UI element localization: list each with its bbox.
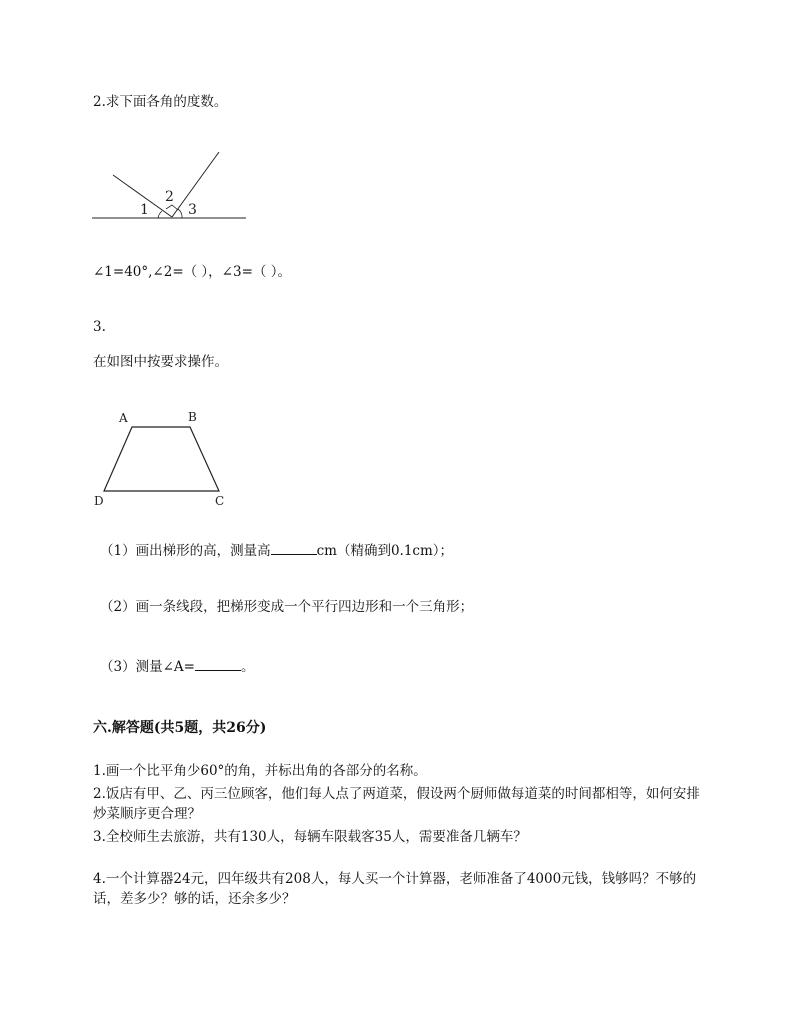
section6-item-4: 4.一个计算器24元，四年级共有208人，每人买一个计算器，老师准备了4000元钱，钱够吗？不够的话，差多少？够的话，还余多少？: [93, 871, 697, 907]
q3-part1-prefix: （1）画出梯形的高，测量高: [100, 543, 271, 559]
angle-label-3: 3: [188, 202, 197, 218]
q3-part1: [100, 540, 453, 561]
trapezoid-shape: [104, 427, 219, 491]
angle-a-answer-blank[interactable]: [195, 656, 241, 671]
vertex-label-d: D: [94, 494, 104, 508]
q3-part3-prefix: （3）测量∠A=: [100, 659, 195, 675]
right-angle-mark: [166, 205, 178, 210]
trapezoid-figure: [88, 408, 248, 508]
q3-number: 3.: [93, 319, 106, 335]
q3-part2: （2）画一条线段，把梯形变成一个平行四边形和一个三角形；: [100, 599, 474, 615]
section6-item-1: 1.画一个比平角少60°的角，并标出角的各部分的名称。: [93, 763, 427, 779]
vertex-label-b: B: [188, 410, 197, 424]
angle-label-1: 1: [140, 202, 149, 218]
q3-part1-suffix: cm（精确到0.1cm）；: [316, 543, 454, 559]
q3-part3: [100, 656, 254, 677]
q2-title: 2.求下面各角的度数。: [93, 94, 228, 110]
q2-answer-line: ∠1=40°,∠2=（ ），∠3=（ ）。: [93, 264, 291, 280]
angle-figure: [88, 145, 348, 235]
section6-heading: 六.解答题(共5题，共26分): [93, 720, 267, 736]
vertex-label-c: C: [215, 494, 225, 508]
angle1-arc: [158, 211, 162, 218]
angle-label-2: 2: [165, 189, 174, 205]
section6-item-2: 2.饭店有甲、乙、丙三位顾客，他们每人点了两道菜，假设两个厨师做每道菜的时间都相等，如何安排炒菜顺序更合理？: [93, 786, 700, 822]
vertex-label-a: A: [119, 411, 128, 425]
q3-instruction: 在如图中按要求操作。: [93, 354, 228, 370]
angle3-arc: [178, 209, 182, 218]
section6-item-3: 3.全校师生去旅游，共有130人，每辆车限载客35人，需要准备几辆车？: [93, 829, 527, 845]
q3-part3-suffix: 。: [240, 659, 255, 675]
height-answer-blank[interactable]: [271, 540, 317, 555]
